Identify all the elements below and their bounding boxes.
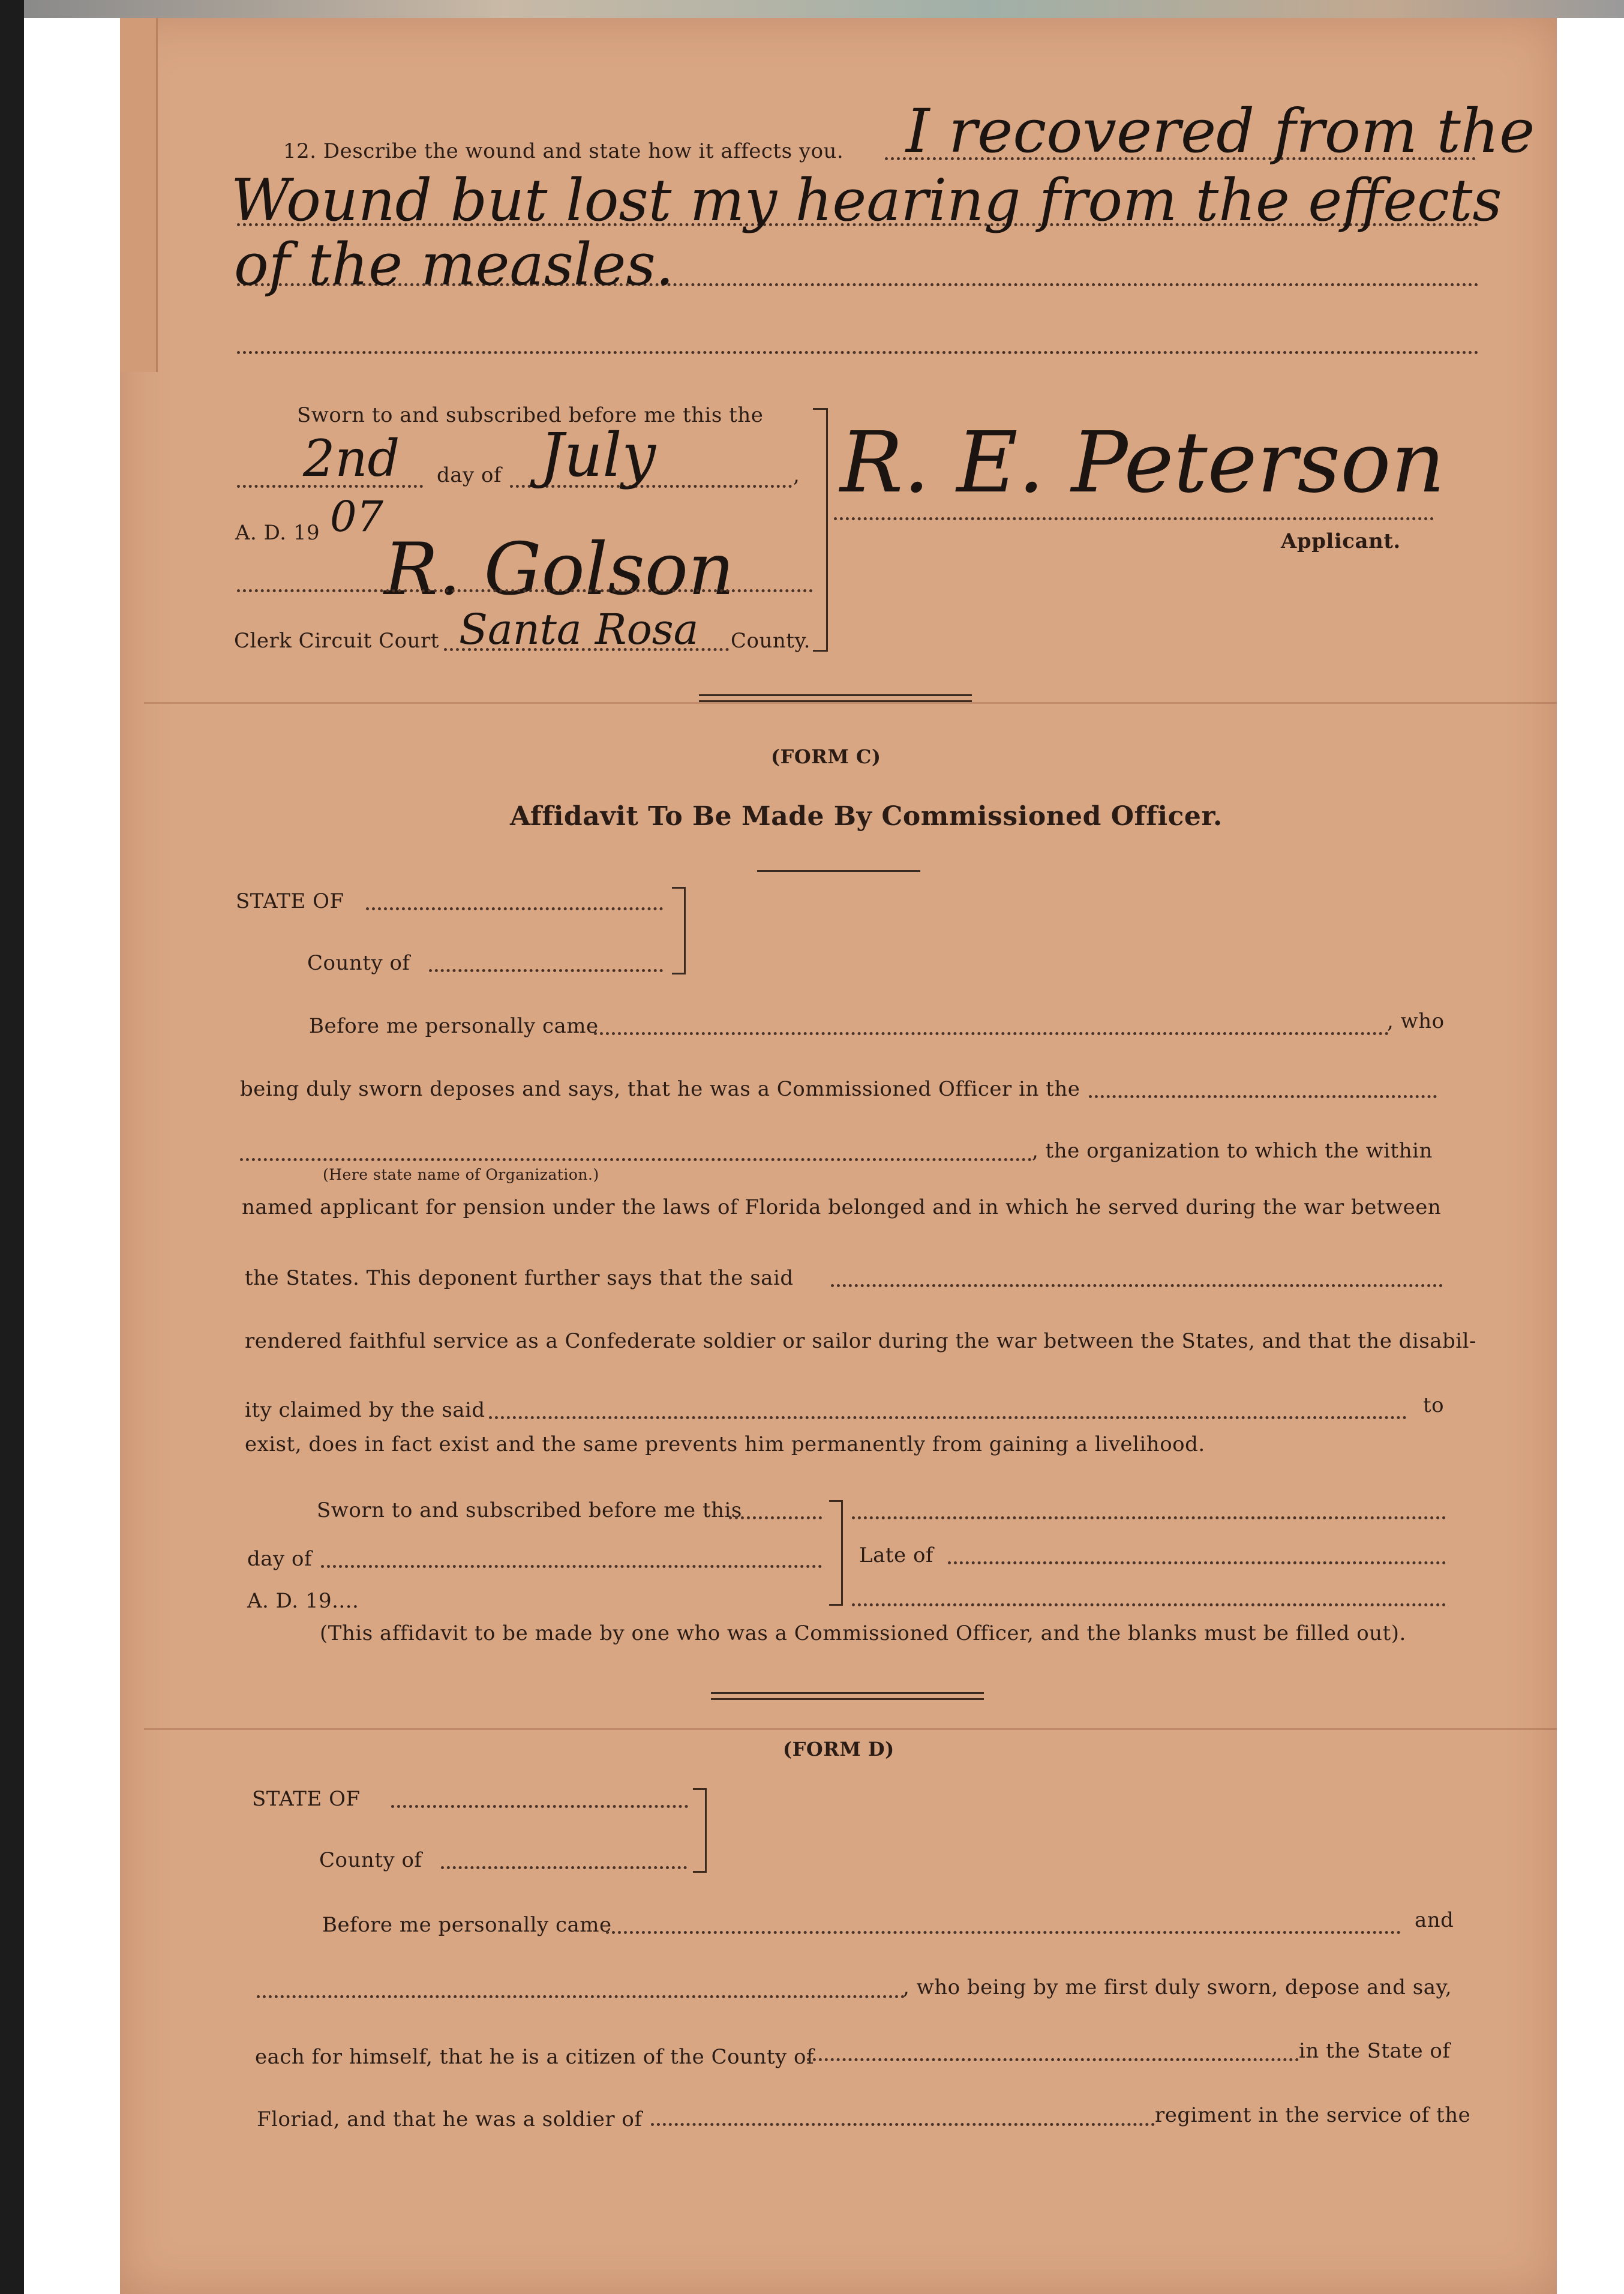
exist-text: exist, does in fact exist and the same prevents him permanently from gaining a livelihood. bbox=[245, 1432, 1205, 1456]
day-line bbox=[729, 1516, 822, 1519]
name-line bbox=[257, 1995, 905, 1998]
claimed-text: ity claimed by the said bbox=[245, 1398, 485, 1422]
state-of-label: STATE OF bbox=[252, 1787, 361, 1811]
answer-line bbox=[237, 351, 1479, 354]
and-label: and bbox=[1415, 1908, 1454, 1932]
late-of-line bbox=[948, 1561, 1446, 1564]
state-line bbox=[391, 1805, 688, 1808]
form-d-label: (FORM D) bbox=[783, 1738, 894, 1761]
day-of-label: day of bbox=[437, 463, 502, 487]
state-of-label: STATE OF bbox=[236, 889, 344, 913]
state-line bbox=[366, 907, 663, 910]
paper-crease bbox=[144, 1728, 1557, 1730]
double-rule bbox=[699, 694, 972, 696]
signature-line bbox=[237, 589, 813, 592]
name-line bbox=[606, 1931, 1401, 1934]
organization-tail-text: , the organization to which the within bbox=[1032, 1139, 1433, 1163]
clerk-signature: R. Golson bbox=[384, 528, 735, 611]
handwritten-answer-line-3: of the measles. bbox=[234, 231, 674, 298]
double-rule bbox=[711, 1692, 984, 1694]
paper-crease bbox=[144, 702, 1557, 704]
county-line bbox=[429, 969, 663, 972]
handwritten-year: 07 bbox=[330, 492, 384, 541]
scanner-border bbox=[0, 0, 24, 2294]
day-of-label: day of bbox=[247, 1547, 313, 1571]
applicant-label: Applicant. bbox=[1281, 529, 1401, 553]
who-being-text: , who being by me first duly sworn, depose and say, bbox=[903, 1975, 1452, 1999]
in-state-of-text: in the State of bbox=[1299, 2039, 1451, 2063]
brace bbox=[829, 1500, 843, 1606]
rendered-text: rendered faithful service as a Confederate soldier or sailor during the war between the States, and that the disabil- bbox=[245, 1329, 1476, 1353]
form-c-note: (This affidavit to be made by one who was a Commissioned Officer, and the blanks must be filled out). bbox=[320, 1621, 1406, 1645]
handwritten-month: July bbox=[540, 420, 656, 490]
organization-line bbox=[240, 1158, 1032, 1161]
sworn-this-label: Sworn to and subscribed before me this bbox=[317, 1498, 742, 1522]
handwritten-county: Santa Rosa bbox=[459, 605, 699, 654]
brace bbox=[672, 887, 686, 974]
county-of-label: County of bbox=[319, 1848, 422, 1872]
title-rule bbox=[757, 870, 920, 872]
paper-fold-flap bbox=[120, 18, 158, 372]
clerk-label: Clerk Circuit Court bbox=[234, 629, 439, 653]
name-line bbox=[489, 1416, 1407, 1419]
double-rule bbox=[699, 700, 972, 702]
before-me-label: Before me personally came bbox=[322, 1913, 612, 1937]
signature-line bbox=[852, 1603, 1446, 1606]
brace bbox=[813, 408, 828, 652]
county-line bbox=[441, 1866, 687, 1869]
day-line bbox=[321, 1565, 822, 1568]
who-label: , who bbox=[1387, 1009, 1445, 1033]
handwritten-answer-line-2: Wound but lost my hearing from the effects bbox=[231, 167, 1502, 234]
named-applicant-text: named applicant for pension under the laws of Florida belonged and in which he served during the war between bbox=[242, 1195, 1442, 1219]
comma: , bbox=[793, 463, 800, 487]
ad-label: A. D. 19 bbox=[235, 521, 320, 545]
regiment-line bbox=[651, 2123, 1155, 2126]
applicant-signature: R. E. Peterson bbox=[840, 414, 1445, 512]
item-12-label: 12. Describe the wound and state how it affects you. bbox=[283, 139, 844, 163]
scanner-top-strip bbox=[24, 0, 1624, 18]
ad-label: A. D. 19.... bbox=[247, 1589, 359, 1613]
before-me-label: Before me personally came bbox=[309, 1014, 599, 1038]
duly-sworn-text: being duly sworn deposes and says, that he was a Commissioned Officer in the bbox=[240, 1077, 1080, 1101]
to-label: to bbox=[1423, 1393, 1445, 1417]
county-line bbox=[807, 2058, 1299, 2061]
form-c-title: Affidavit To Be Made By Commissioned Officer. bbox=[510, 801, 1223, 832]
sworn-label: Sworn to and subscribed before me this the bbox=[297, 403, 764, 427]
name-line bbox=[831, 1284, 1443, 1287]
name-line bbox=[594, 1032, 1389, 1035]
regiment-text: regiment in the service of the bbox=[1155, 2103, 1471, 2127]
brace bbox=[693, 1788, 707, 1873]
county-label: County. bbox=[731, 629, 811, 653]
the-states-text: the States. This deponent further says that the said bbox=[245, 1266, 794, 1290]
organization-note: (Here state name of Organization.) bbox=[323, 1166, 599, 1183]
each-for-himself-text: each for himself, that he is a citizen of the County of bbox=[255, 2045, 815, 2069]
late-of-label: Late of bbox=[859, 1543, 933, 1567]
floriad-text: Floriad, and that he was a soldier of bbox=[257, 2107, 643, 2131]
double-rule bbox=[711, 1698, 984, 1700]
county-of-label: County of bbox=[307, 951, 410, 975]
applicant-line bbox=[834, 517, 1434, 520]
handwritten-answer-line-1: I recovered from the bbox=[906, 96, 1535, 166]
organization-line bbox=[1089, 1095, 1437, 1098]
handwritten-day: 2nd bbox=[303, 429, 400, 488]
signature-line bbox=[852, 1516, 1446, 1519]
form-c-label: (FORM C) bbox=[771, 745, 881, 768]
